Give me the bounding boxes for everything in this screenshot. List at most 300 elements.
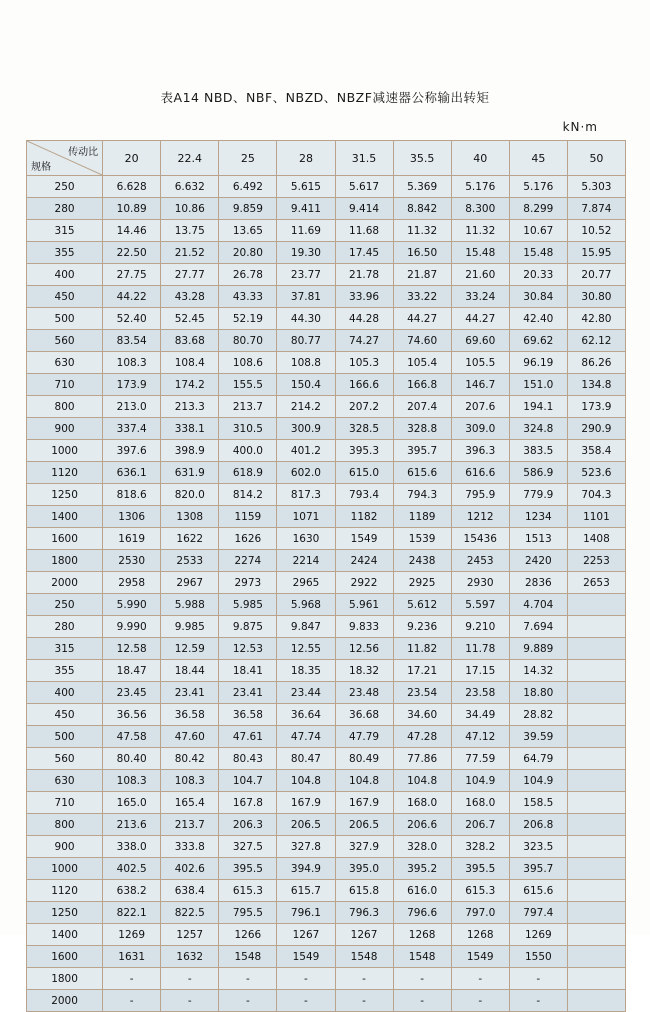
table-cell: 616.6: [451, 462, 509, 484]
table-cell: 18.47: [103, 660, 161, 682]
table-cell: 2438: [393, 550, 451, 572]
table-cell: 64.79: [509, 748, 567, 770]
table-cell: 20.33: [509, 264, 567, 286]
table-cell: 18.32: [335, 660, 393, 682]
table-cell: 6.492: [219, 176, 277, 198]
table-cell: 74.60: [393, 330, 451, 352]
table-cell: 7.694: [509, 616, 567, 638]
table-row: [27, 264, 626, 286]
table-cell: 1548: [335, 946, 393, 968]
table-cell: 2965: [277, 572, 335, 594]
table-cell: 616.0: [393, 880, 451, 902]
table-cell: 337.4: [103, 418, 161, 440]
table-cell: 779.9: [509, 484, 567, 506]
table-cell: 9.859: [219, 198, 277, 220]
table-cell: 44.27: [393, 308, 451, 330]
table-cell: 1101: [567, 506, 625, 528]
table-cell: 213.7: [161, 814, 219, 836]
table-cell: 105.4: [393, 352, 451, 374]
table-cell: 1408: [567, 528, 625, 550]
table-cell: -: [509, 990, 567, 1012]
table-cell: 213.0: [103, 396, 161, 418]
table-cell: 338.0: [103, 836, 161, 858]
table-cell: 602.0: [277, 462, 335, 484]
table-cell: 1268: [393, 924, 451, 946]
table-cell: 44.27: [451, 308, 509, 330]
table-cell: 636.1: [103, 462, 161, 484]
table-cell: 5.369: [393, 176, 451, 198]
table-cell: 207.2: [335, 396, 393, 418]
table-cell: 194.1: [509, 396, 567, 418]
table-cell: 9.236: [393, 616, 451, 638]
table-cell: 394.9: [277, 858, 335, 880]
table-cell: [567, 792, 625, 814]
table-cell: 1513: [509, 528, 567, 550]
row-header-spec: 500: [27, 308, 103, 330]
table-cell: 324.8: [509, 418, 567, 440]
table-cell: [567, 726, 625, 748]
row-header-spec: 500: [27, 726, 103, 748]
table-cell: 26.78: [219, 264, 277, 286]
table-cell: 2453: [451, 550, 509, 572]
table-cell: 15.48: [451, 242, 509, 264]
table-cell: 213.7: [219, 396, 277, 418]
table-cell: 15.48: [509, 242, 567, 264]
table-cell: 11.78: [451, 638, 509, 660]
table-cell: 28.82: [509, 704, 567, 726]
table-cell: 80.42: [161, 748, 219, 770]
table-cell: 168.0: [393, 792, 451, 814]
table-cell: 44.22: [103, 286, 161, 308]
table-cell: 395.2: [393, 858, 451, 880]
table-row: [27, 242, 626, 264]
row-header-spec: 400: [27, 264, 103, 286]
row-header-spec: 250: [27, 176, 103, 198]
table-cell: 523.6: [567, 462, 625, 484]
table-row: [27, 858, 626, 880]
table-cell: 5.968: [277, 594, 335, 616]
row-header-spec: 900: [27, 836, 103, 858]
table-cell: 108.4: [161, 352, 219, 374]
table-cell: 23.45: [103, 682, 161, 704]
table-cell: 2973: [219, 572, 277, 594]
table-cell: 80.77: [277, 330, 335, 352]
table-cell: 213.3: [161, 396, 219, 418]
table-cell: 2836: [509, 572, 567, 594]
row-header-spec: 1000: [27, 440, 103, 462]
table-cell: 795.5: [219, 902, 277, 924]
table-cell: 173.9: [567, 396, 625, 418]
row-header-spec: 450: [27, 286, 103, 308]
table-cell: 21.87: [393, 264, 451, 286]
table-cell: 338.1: [161, 418, 219, 440]
table-cell: 395.5: [219, 858, 277, 880]
table-cell: 96.19: [509, 352, 567, 374]
table-cell: 2930: [451, 572, 509, 594]
table-cell: 206.5: [335, 814, 393, 836]
table-cell: [567, 968, 625, 990]
table-cell: 1071: [277, 506, 335, 528]
table-cell: 615.3: [219, 880, 277, 902]
table-cell: [567, 704, 625, 726]
table-cell: -: [103, 990, 161, 1012]
table-cell: 167.9: [335, 792, 393, 814]
table-cell: 108.3: [103, 770, 161, 792]
table-row: [27, 660, 626, 682]
table-cell: 166.6: [335, 374, 393, 396]
table-cell: 1269: [509, 924, 567, 946]
table-cell: 105.5: [451, 352, 509, 374]
table-cell: 300.9: [277, 418, 335, 440]
table-cell: 10.67: [509, 220, 567, 242]
table-cell: 12.56: [335, 638, 393, 660]
table-cell: 21.60: [451, 264, 509, 286]
table-cell: 1630: [277, 528, 335, 550]
table-cell: 43.28: [161, 286, 219, 308]
table-cell: -: [103, 968, 161, 990]
table-cell: 17.45: [335, 242, 393, 264]
table-cell: 11.68: [335, 220, 393, 242]
table-row: [27, 418, 626, 440]
table-cell: 52.45: [161, 308, 219, 330]
row-header-spec: 280: [27, 198, 103, 220]
table-cell: 108.3: [161, 770, 219, 792]
table-cell: 11.32: [393, 220, 451, 242]
row-header-spec: 800: [27, 396, 103, 418]
table-cell: 402.5: [103, 858, 161, 880]
table-cell: -: [277, 968, 335, 990]
table-cell: 14.32: [509, 660, 567, 682]
table-row: [27, 220, 626, 242]
table-cell: 5.988: [161, 594, 219, 616]
table-cell: 10.52: [567, 220, 625, 242]
table-cell: 34.60: [393, 704, 451, 726]
table-cell: 6.628: [103, 176, 161, 198]
table-cell: 328.2: [451, 836, 509, 858]
table-cell: 1182: [335, 506, 393, 528]
table-cell: 1548: [219, 946, 277, 968]
table-cell: 5.990: [103, 594, 161, 616]
table-cell: 36.58: [161, 704, 219, 726]
column-header: 28: [277, 141, 335, 176]
table-cell: 14.46: [103, 220, 161, 242]
table-row: [27, 352, 626, 374]
table-cell: 290.9: [567, 418, 625, 440]
table-cell: 23.54: [393, 682, 451, 704]
table-corner-cell: [27, 141, 103, 176]
table-cell: 328.5: [335, 418, 393, 440]
table-cell: 9.833: [335, 616, 393, 638]
row-header-spec: 900: [27, 418, 103, 440]
table-cell: 214.2: [277, 396, 335, 418]
table-cell: 86.26: [567, 352, 625, 374]
row-header-spec: 630: [27, 352, 103, 374]
table-cell: 151.0: [509, 374, 567, 396]
table-cell: 39.59: [509, 726, 567, 748]
table-cell: 30.84: [509, 286, 567, 308]
torque-table: [26, 140, 626, 1012]
table-cell: 9.411: [277, 198, 335, 220]
table-row: [27, 990, 626, 1012]
table-cell: 400.0: [219, 440, 277, 462]
table-cell: 158.5: [509, 792, 567, 814]
row-header-spec: 315: [27, 220, 103, 242]
table-cell: 5.176: [451, 176, 509, 198]
table-cell: 814.2: [219, 484, 277, 506]
table-cell: 638.2: [103, 880, 161, 902]
table-cell: 395.7: [509, 858, 567, 880]
table-cell: 12.59: [161, 638, 219, 660]
table-cell: 80.40: [103, 748, 161, 770]
table-cell: 69.60: [451, 330, 509, 352]
table-cell: 615.6: [509, 880, 567, 902]
table-cell: 383.5: [509, 440, 567, 462]
table-cell: 47.28: [393, 726, 451, 748]
table-cell: [567, 594, 625, 616]
table-cell: -: [219, 990, 277, 1012]
table-row: [27, 308, 626, 330]
table-cell: 586.9: [509, 462, 567, 484]
table-cell: 155.5: [219, 374, 277, 396]
table-cell: 42.40: [509, 308, 567, 330]
table-cell: 13.65: [219, 220, 277, 242]
table-row: [27, 748, 626, 770]
table-cell: 1549: [451, 946, 509, 968]
table-row: [27, 484, 626, 506]
table-cell: [567, 616, 625, 638]
table-cell: 173.9: [103, 374, 161, 396]
row-header-spec: 710: [27, 792, 103, 814]
table-cell: [567, 682, 625, 704]
table-cell: 207.6: [451, 396, 509, 418]
table-cell: 638.4: [161, 880, 219, 902]
table-cell: 1626: [219, 528, 277, 550]
table-cell: 327.8: [277, 836, 335, 858]
table-row: [27, 528, 626, 550]
table-cell: 4.704: [509, 594, 567, 616]
table-cell: -: [393, 990, 451, 1012]
table-cell: 822.5: [161, 902, 219, 924]
table-cell: 104.8: [335, 770, 393, 792]
table-cell: 358.4: [567, 440, 625, 462]
table-cell: 206.3: [219, 814, 277, 836]
unit-label: kN·m: [562, 120, 598, 134]
table-row: [27, 946, 626, 968]
row-header-spec: 1400: [27, 924, 103, 946]
table-cell: 1269: [103, 924, 161, 946]
table-row: [27, 704, 626, 726]
table-cell: 23.48: [335, 682, 393, 704]
table-cell: 631.9: [161, 462, 219, 484]
table-cell: -: [161, 968, 219, 990]
spec-header-label: 规格: [31, 162, 51, 173]
table-cell: [567, 946, 625, 968]
table-cell: 47.61: [219, 726, 277, 748]
table-cell: 333.8: [161, 836, 219, 858]
table-cell: 1212: [451, 506, 509, 528]
table-cell: 83.68: [161, 330, 219, 352]
table-cell: 401.2: [277, 440, 335, 462]
table-cell: 2530: [103, 550, 161, 572]
table-cell: 7.874: [567, 198, 625, 220]
column-header: 31.5: [335, 141, 393, 176]
table-cell: 36.68: [335, 704, 393, 726]
table-cell: 2253: [567, 550, 625, 572]
table-cell: 37.81: [277, 286, 335, 308]
table-cell: 30.80: [567, 286, 625, 308]
table-cell: 167.8: [219, 792, 277, 814]
table-cell: 2533: [161, 550, 219, 572]
table-cell: 1631: [103, 946, 161, 968]
row-header-spec: 450: [27, 704, 103, 726]
table-row: [27, 726, 626, 748]
table-cell: 1549: [335, 528, 393, 550]
table-cell: 1539: [393, 528, 451, 550]
table-cell: 5.961: [335, 594, 393, 616]
table-cell: 52.40: [103, 308, 161, 330]
table-cell: 108.8: [277, 352, 335, 374]
row-header-spec: 315: [27, 638, 103, 660]
table-cell: 20.80: [219, 242, 277, 264]
column-header: 22.4: [161, 141, 219, 176]
table-cell: 1266: [219, 924, 277, 946]
table-cell: 820.0: [161, 484, 219, 506]
row-header-spec: 1250: [27, 902, 103, 924]
table-row: [27, 462, 626, 484]
table-cell: [567, 638, 625, 660]
table-cell: 18.80: [509, 682, 567, 704]
table-cell: 21.78: [335, 264, 393, 286]
table-cell: 310.5: [219, 418, 277, 440]
table-cell: 2922: [335, 572, 393, 594]
column-header: 25: [219, 141, 277, 176]
table-cell: 328.8: [393, 418, 451, 440]
table-row: [27, 880, 626, 902]
table-cell: 327.9: [335, 836, 393, 858]
table-cell: 174.2: [161, 374, 219, 396]
table-cell: 19.30: [277, 242, 335, 264]
table-cell: 104.9: [451, 770, 509, 792]
table-cell: 9.889: [509, 638, 567, 660]
table-cell: 165.0: [103, 792, 161, 814]
row-header-spec: 1800: [27, 968, 103, 990]
table-cell: 9.847: [277, 616, 335, 638]
table-cell: 1268: [451, 924, 509, 946]
row-header-spec: 1120: [27, 462, 103, 484]
table-cell: 27.77: [161, 264, 219, 286]
table-cell: 23.44: [277, 682, 335, 704]
table-cell: 817.3: [277, 484, 335, 506]
table-cell: 23.41: [161, 682, 219, 704]
table-row: [27, 836, 626, 858]
table-cell: 44.28: [335, 308, 393, 330]
table-cell: 1308: [161, 506, 219, 528]
table-cell: 818.6: [103, 484, 161, 506]
row-header-spec: 2000: [27, 990, 103, 1012]
table-cell: 47.60: [161, 726, 219, 748]
table-cell: 42.80: [567, 308, 625, 330]
table-cell: 615.0: [335, 462, 393, 484]
table-cell: 615.6: [393, 462, 451, 484]
table-cell: 11.82: [393, 638, 451, 660]
table-cell: 18.41: [219, 660, 277, 682]
table-cell: 34.49: [451, 704, 509, 726]
table-cell: 11.32: [451, 220, 509, 242]
table-cell: 2424: [335, 550, 393, 572]
table-cell: 15.95: [567, 242, 625, 264]
table-cell: -: [161, 990, 219, 1012]
table-cell: -: [451, 990, 509, 1012]
table-cell: 2274: [219, 550, 277, 572]
table-cell: 206.5: [277, 814, 335, 836]
table-cell: 1189: [393, 506, 451, 528]
table-cell: 134.8: [567, 374, 625, 396]
table-cell: 206.7: [451, 814, 509, 836]
table-cell: 80.70: [219, 330, 277, 352]
table-row: [27, 594, 626, 616]
table-cell: -: [219, 968, 277, 990]
table-cell: 1257: [161, 924, 219, 946]
table-cell: 23.41: [219, 682, 277, 704]
table-cell: 213.6: [103, 814, 161, 836]
table-cell: 1306: [103, 506, 161, 528]
table-cell: 615.8: [335, 880, 393, 902]
table-cell: 822.1: [103, 902, 161, 924]
table-cell: 36.56: [103, 704, 161, 726]
table-row: [27, 396, 626, 418]
table-row: [27, 616, 626, 638]
column-header: 20: [103, 141, 161, 176]
table-cell: 5.615: [277, 176, 335, 198]
table-cell: 397.6: [103, 440, 161, 462]
table-cell: 10.89: [103, 198, 161, 220]
table-cell: 108.6: [219, 352, 277, 374]
table-cell: 796.6: [393, 902, 451, 924]
table-cell: 77.86: [393, 748, 451, 770]
row-header-spec: 2000: [27, 572, 103, 594]
table-cell: 44.30: [277, 308, 335, 330]
table-cell: 704.3: [567, 484, 625, 506]
table-cell: 618.9: [219, 462, 277, 484]
table-cell: 105.3: [335, 352, 393, 374]
table-cell: 206.8: [509, 814, 567, 836]
table-row: [27, 330, 626, 352]
table-cell: 20.77: [567, 264, 625, 286]
table-cell: 1622: [161, 528, 219, 550]
table-cell: 793.4: [335, 484, 393, 506]
table-cell: 795.9: [451, 484, 509, 506]
table-cell: 146.7: [451, 374, 509, 396]
table-cell: 165.4: [161, 792, 219, 814]
table-cell: 9.985: [161, 616, 219, 638]
table-cell: 33.22: [393, 286, 451, 308]
table-row: [27, 572, 626, 594]
table-cell: [567, 858, 625, 880]
table-cell: 12.55: [277, 638, 335, 660]
row-header-spec: 1600: [27, 528, 103, 550]
column-header: 50: [567, 141, 625, 176]
table-cell: 395.5: [451, 858, 509, 880]
table-cell: 166.8: [393, 374, 451, 396]
table-row: [27, 770, 626, 792]
table-row: [27, 176, 626, 198]
table-cell: 796.1: [277, 902, 335, 924]
table-cell: 1632: [161, 946, 219, 968]
table-cell: 33.24: [451, 286, 509, 308]
table-row: [27, 286, 626, 308]
table-cell: 104.8: [393, 770, 451, 792]
table-cell: 2214: [277, 550, 335, 572]
